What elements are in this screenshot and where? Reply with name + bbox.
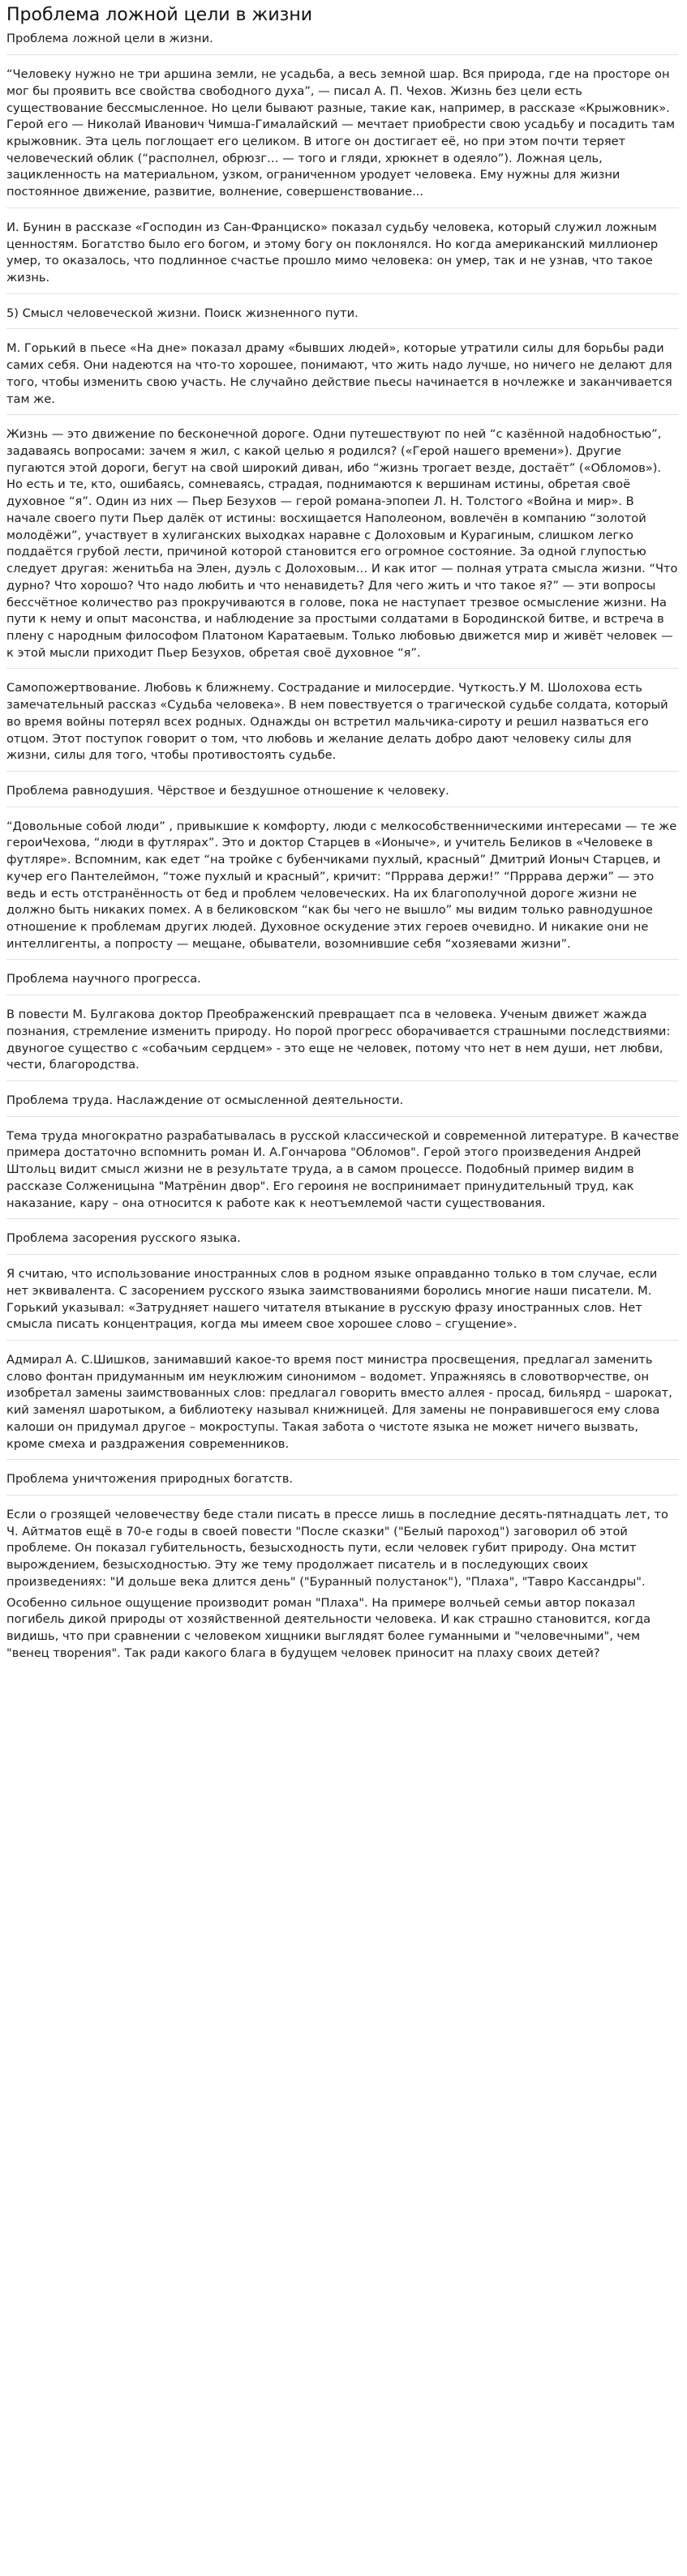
paragraph-text: “Человеку нужно не три аршина земли, не усадьба, а весь земной шар. Вся природа, где на просторе он мог бы проявить все свойства свободного духа”, — писал А. П. Чехов. Жизнь без цели есть существование бессмысленное. Но цели бывают разные, такие как, например, в рассказе «Крыжовник». Герой его — Николай Иванович Чимша-Гималайский — мечтает приобрести свою усадьбу и посадить там крыжовник. Эта цель поглощает его целиком. В итоге он достигает её, но при этом почти теряет человеческий облик (“располнел, обрюзг… — того и гляди, хрюкнет в одеяло”). Ложная цель, зацикленность на материальном, узком, ограниченном уродует человека. Ему нужны для жизни постоянное движение, развитие, волнение, совершенствование... (6, 67, 676, 199)
paragraph-text: Проблема ложной цели в жизни. (6, 32, 213, 46)
paragraph-text: 5) Смысл человеческой жизни. Поиск жизненного пути. (6, 306, 359, 320)
paragraph-text: Проблема равнодушия. Чёрствое и бездушное отношение к человеку. (6, 783, 449, 798)
paragraph-text: “Довольные собой люди” , привыкшие к комфорту, люди с мелкособственническими интересами — те же героиЧехова, “люди в футлярах”. Это и доктор Старцев в «Ионыче», и учитель Беликов в «Человеке в футляре». Вспомним, как едет “на тройке с бубенчиками пухлый, красный” Дмитрий Ионыч Старцев, и кучер его Пантелеймон, “тоже пухлый и красный”, кричит: “Прррава держи!” “Прррава держи” — это ведь и есть отстранённость от бед и проблем человеческих. На их благополучной дороге жизни не должно быть никаких помех. А в беликовском “как бы чего не вышло” мы видим только равнодушное отношение к проблемам других людей. Духовное оскудение этих героев очевидно. И никакие они не интеллигенты, а попросту — мещане, обыватели, возомнившие себя “хозяевами жизни”. (6, 819, 677, 951)
paragraph-block (6, 1266, 679, 1341)
paragraph-text: Проблема уничтожения природных богатств. (6, 1472, 294, 1487)
page-title: Проблема ложной цели в жизни (6, 5, 312, 25)
paragraph-block (6, 1093, 679, 1117)
paragraph-block (6, 31, 679, 55)
paragraph-block (6, 1352, 679, 1460)
paragraph-text: Проблема научного прогресса. (6, 972, 201, 986)
paragraph-text: М. Горький в пьесе «На дне» показал драму «бывших людей», которые утратили силы для борьбы ради самих себя. Они надеются на что-то хорошее, понимают, что жить надо лучше, но ничего не делают для того, чтобы изменить свою участь. Не случайно действие пьесы начинается в ночлежке и заканчивается там же. (6, 341, 672, 406)
paragraph-block (6, 1230, 679, 1255)
paragraph-block (6, 426, 679, 669)
paragraph-block (6, 340, 679, 415)
paragraph-block (6, 783, 679, 807)
paragraph-block (6, 1007, 679, 1081)
paragraph-text: Тема труда многократно разрабатывалась в русской классической и современной литературе. В качестве примера достаточно вспомнить роман И. А.Гончарова "Обломов". Герой этого произведения Андрей Штольц видит смысл жизни не в результате труда, а в самом процессе. Подобный пример видим в рассказе Солженицына "Матрёнин двор". Его героиня не воспринимает принудительный труд, как наказание, кару – она относится к работе как к неотъемлемой части существования. (6, 1128, 679, 1210)
paragraph-text: И. Бунин в рассказе «Господин из Сан-Франциско» показал судьбу человека, который служил ложным ценностям. Богатство было его богом, и этому богу он поклонялся. Но когда американский миллионер умер, то оказалось, что подлинное счастье прошло мимо человека: он умер, так и не узнав, что такое жизнь. (6, 220, 659, 285)
paragraph-block (6, 971, 679, 995)
paragraph-text: Я считаю, что использование иностранных слов в родном языке оправданно только в том случае, если нет эквивалента. С засорением русского языка заимствованиями боролись многие наши писатели. М. Горький указывал: «Затрудняет нашего читателя втыкание в русскую фразу иностранных слов. Нет смысла писать концентрация, когда мы имеем свое хорошее слово – сгущение». (6, 1267, 658, 1332)
paragraph-text: Проблема труда. Наслаждение от осмысленной деятельности. (6, 1093, 404, 1108)
paragraph-text: Самопожертвование. Любовь к ближнему. Сострадание и милосердие. Чуткость.У М. Шолохова есть замечательный рассказ «Судьба человека». В нем повествуется о трагической судьбе солдата, который во время войны потерял всех родных. Однажды он встретил мальчика-сироту и решил назваться его отцом. Этот поступок говорит о том, что любовь и желание делать добро дают человеку силы для жизни, силы для того, чтобы противостоять судьбе. (6, 681, 668, 763)
paragraph-block (6, 1128, 679, 1220)
article-body (6, 31, 679, 1668)
paragraph-text: Адмирал А. С.Шишков, занимавший какое-то время пост министра просвещения, предлагал заменить слово фонтан придуманным им неуклюжим синонимом – водомет. Упражняясь в словотворчестве, он изобретал замены заимствованных слов: предлагал говорить вместо аллея - просад, бильярд – шарокат, кий заменял шаротыком, а библиотеку называл книжницей. Для замены не понравившегося ему слова калоши он придумал другое – мокроступы. Такая забота о чистоте языка не может ничего вызвать, кроме смеха и раздражения современников. (6, 1352, 672, 1451)
paragraph-block (6, 680, 679, 772)
paragraph-block (6, 66, 679, 208)
paragraph-text: Проблема засорения русского языка. (6, 1231, 241, 1246)
paragraph-block (6, 220, 679, 294)
paragraph-block (6, 1507, 679, 1668)
paragraph-text: Жизнь — это движение по бесконечной дороге. Одни путешествуют по ней “с казённой надобностью”, задаваясь вопросами: зачем я жил, с какой целью я родился? («Герой нашего времени»). Другие пугаются этой дороги, бегут на свой широкий диван, ибо “жизнь трогает везде, достаёт” («Обломов»). Но есть и те, кто, ошибаясь, сомневаясь, страдая, поднимаются к вершинам истины, обретая своё духовное “я”. Один из них — Пьер Безухов — герой романа-эпопеи Л. Н. Толстого «Война и мир». В начале своего пути Пьер далёк от истины: восхищается Наполеоном, вовлечён в компанию “золотой молодёжи”, участвует в хулиганских выходках наравне с Долоховым и Курагиным, слишком легко поддаётся грубой лести, причиной которой становится его огромное состояние. За одной глупостью следует другая: женитьба на Элен, дуэль с Долоховым… И как итог — полная утрата смысла жизни. “Что дурно? Что хорошо? Что надо любить и что ненавидеть? Для чего жить и что такое я?” — эти вопросы бессчётное количество раз прокручиваются в голове, пока не наступает трезвое осмысление жизни. На пути к нему и опыт масонства, и наблюдение за простыми солдатами в Бородинской битве, и встреча в плену с народным философом Платоном Каратаевым. Только любовью движется мир и живёт человек — к этой мысли приходит Пьер Безухов, обретая своё духовное “я”. (6, 427, 678, 660)
paragraph-text: Если о грозящей человечеству беде стали писать в прессе лишь в последние десять-пятнадцать лет, то Ч. Айтматов ещё в 70-е годы в своей повести "После сказки" ("Белый пароход") заговорил об этой проблеме. Он показал губительность, безысходность пути, если человек губит природу. Она мстит вырождением, безысходностью. Эту же тему продолжает писатель и в последующих своих произведениях: "И дольше века длится день" ("Буранный полустанок"), "Плаха", "Тавро Кассандры". (6, 1507, 668, 1589)
paragraph-block (6, 819, 679, 961)
paragraph-text: Особенно сильное ощущение производит роман "Плаха". На примере волчьей семьи автор показал погибель дикой природы от хозяйственной деятельности человека. И как страшно становится, когда видишь, что при сравнении с человеком хищники выглядят более гуманными и "человечными", чем "венец творения". Так ради какого блага в будущем человек приносит на плаху своих детей? (6, 1595, 651, 1660)
paragraph-block (6, 306, 679, 330)
paragraph-block (6, 1471, 679, 1496)
paragraph-text: В повести М. Булгакова доктор Преображенский превращает пса в человека. Ученым движет жажда познания, стремление изменить природу. Но порой прогресс оборачивается страшными последствиями: двуногое существо с «собачьим сердцем» - это еще не человек, потому что нет в нем души, нет любви, чести, благородства. (6, 1008, 671, 1072)
